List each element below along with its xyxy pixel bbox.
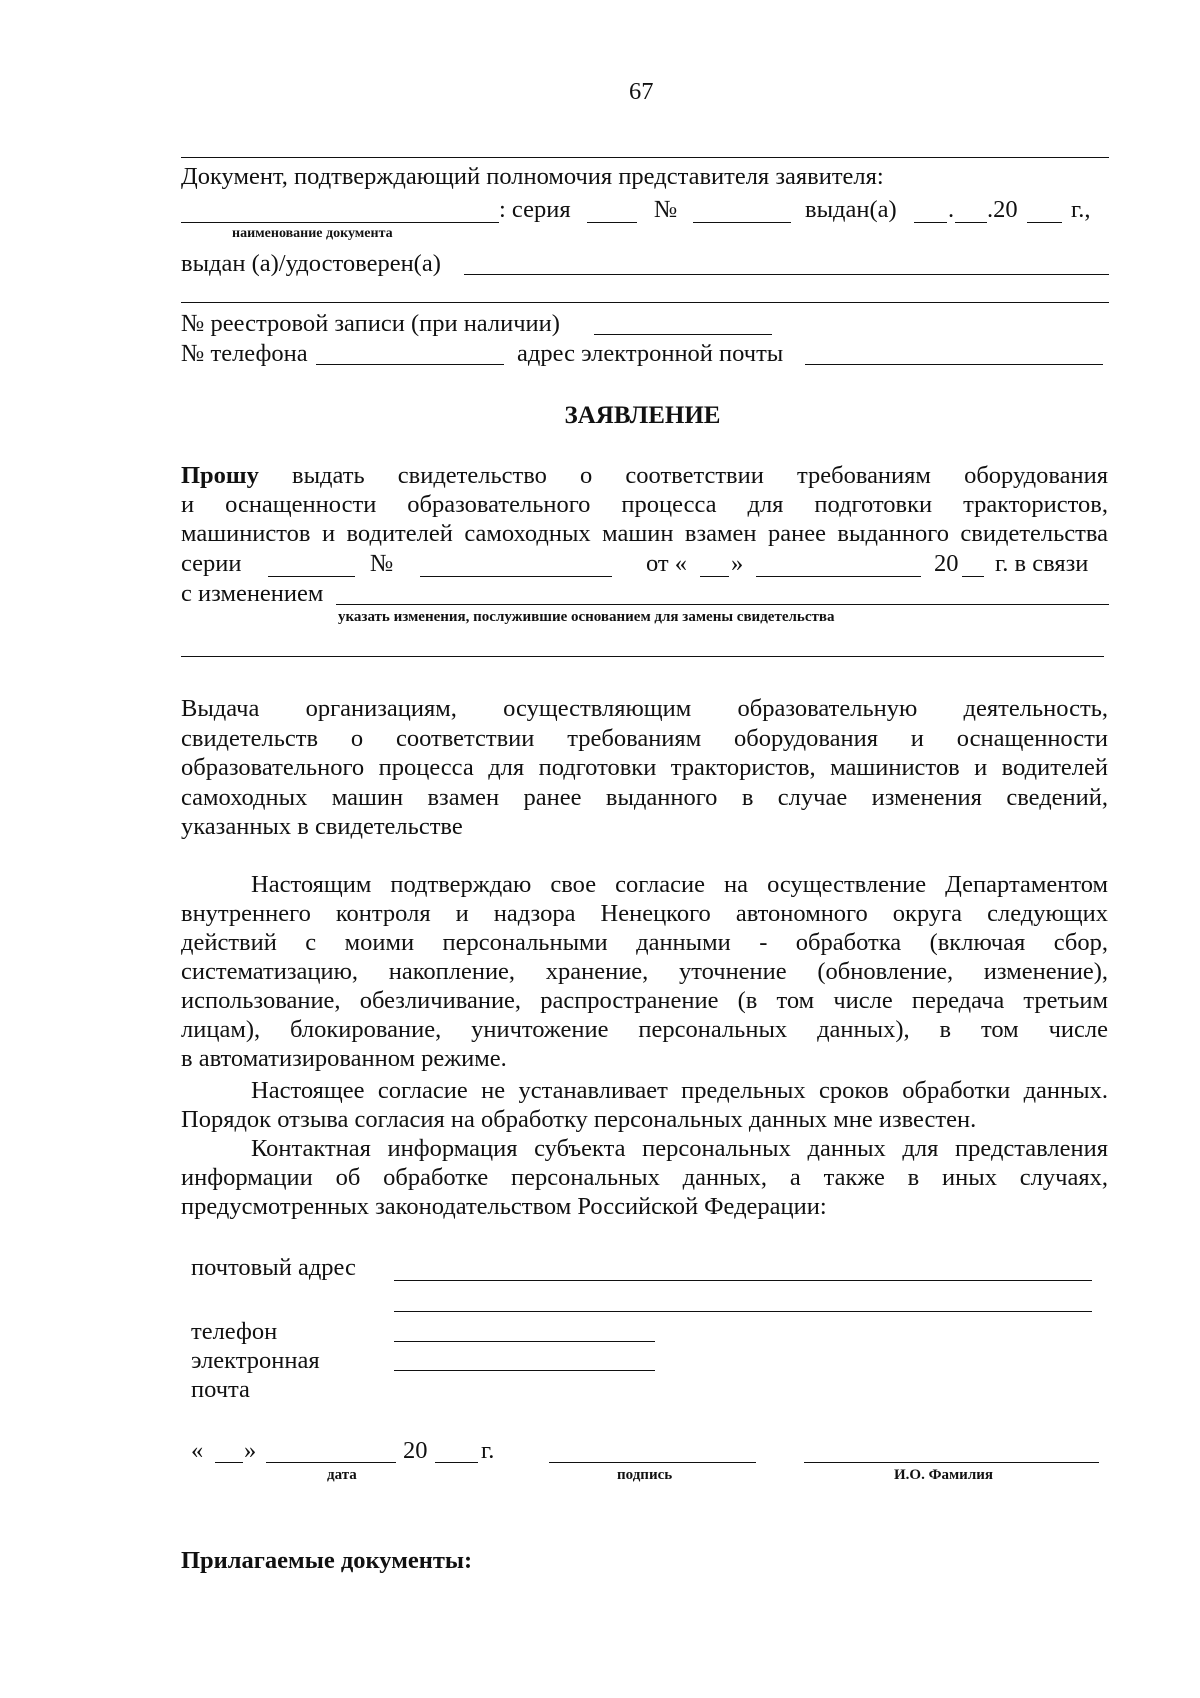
sign-month-field[interactable] — [266, 1462, 396, 1463]
request-from-label: от « — [646, 550, 688, 577]
consent-terms-line: Настоящее согласие не устанавливает предельных сроков обработки данных. — [251, 1077, 1108, 1104]
service-line: указанных в свидетельстве — [181, 813, 463, 840]
consent-line: в автоматизированном режиме. — [181, 1045, 507, 1072]
sign-close-quote: » — [244, 1437, 257, 1464]
date-dot: . — [948, 196, 955, 223]
date-hint: дата — [327, 1467, 357, 1483]
year-suffix: г., — [1071, 196, 1091, 223]
change-hint: указать изменения, послужившие основанием для замены свидетельства — [338, 609, 835, 625]
contact-info-line: Контактная информация субъекта персональных данных для представления — [251, 1135, 1108, 1162]
contact-email-field[interactable] — [394, 1370, 655, 1371]
request-number-sign: № — [370, 550, 394, 577]
top-divider — [181, 157, 1109, 158]
request-line-3: машинистов и водителей самоходных машин взамен ранее выданного свидетельства — [181, 520, 1108, 547]
issue-day-field[interactable] — [914, 222, 947, 223]
sign-year-suffix: г. — [481, 1437, 495, 1464]
consent-line: Настоящим подтверждаю свое согласие на осуществление Департаментом — [251, 871, 1108, 898]
number-field[interactable] — [693, 222, 791, 223]
consent-terms-line: Порядок отзыва согласия на обработку персональных данных мне известен. — [181, 1106, 977, 1133]
cert-month-field[interactable] — [756, 576, 921, 577]
full-name-field[interactable] — [804, 1462, 1099, 1463]
sign-day-field[interactable] — [215, 1462, 243, 1463]
sign-year-prefix: 20 — [403, 1437, 428, 1464]
postal-address-label: почтовый адрес — [191, 1254, 356, 1281]
request-year-suffix: г. в связи — [995, 550, 1089, 577]
series-field[interactable] — [587, 222, 637, 223]
page-number: 67 — [629, 78, 654, 105]
sign-year-field[interactable] — [435, 1462, 478, 1463]
postal-address-field[interactable] — [394, 1280, 1092, 1281]
number-sign: № — [654, 196, 678, 223]
issue-year-field[interactable] — [1027, 222, 1062, 223]
issued-by-field-line2[interactable] — [181, 302, 1109, 303]
registry-label: № реестровой записи (при наличии) — [181, 310, 560, 337]
email-label: адрес электронной почты — [517, 340, 784, 367]
request-line-1-text: выдать свидетельство о соответствии требованиям оборудования — [292, 462, 1108, 489]
contact-info-line: предусмотренных законодательством Российской Федерации: — [181, 1193, 827, 1220]
series-label: : серия — [499, 196, 571, 223]
contact-phone-field[interactable] — [394, 1341, 655, 1342]
contact-email-label-2: почта — [191, 1376, 250, 1403]
consent-line: действий с моими персональными данными - обработка (включая сбор, — [181, 929, 1108, 956]
cert-year-field[interactable] — [962, 576, 984, 577]
change-field[interactable] — [336, 604, 1109, 605]
phone-label: № телефона — [181, 340, 308, 367]
issued-label: выдан(а) — [805, 196, 897, 223]
date-year-prefix: .20 — [987, 196, 1018, 223]
service-line: образовательного процесса для подготовки трактористов, машинистов и водителей — [181, 754, 1108, 781]
doc-name-field[interactable] — [181, 222, 499, 223]
contact-info-line: информации об обработке персональных данных, а также в иных случаях, — [181, 1164, 1108, 1191]
email-field[interactable] — [805, 364, 1103, 365]
doc-name-hint: наименование документа — [232, 226, 393, 241]
request-series-label: серии — [181, 550, 242, 577]
request-first-word: Прошу — [181, 462, 259, 489]
issue-month-field[interactable] — [955, 222, 987, 223]
request-year-prefix: 20 — [934, 550, 959, 577]
consent-line: использование, обезличивание, распространение (в том числе передача третьим — [181, 987, 1108, 1014]
request-line-1 — [181, 461, 1108, 491]
attachments-heading: Прилагаемые документы: — [181, 1547, 473, 1574]
registry-field[interactable] — [594, 334, 772, 335]
cert-number-field[interactable] — [420, 576, 612, 577]
signature-hint: подпись — [617, 1467, 673, 1483]
change-field-line2[interactable] — [181, 656, 1104, 657]
service-line: Выдача организациям, осуществляющим образовательную деятельность, — [181, 695, 1108, 722]
consent-line: лицам), блокирование, уничтожение персональных данных), в том числе — [181, 1016, 1108, 1043]
cert-day-field[interactable] — [700, 576, 729, 577]
issued-by-field[interactable] — [464, 274, 1109, 275]
service-line: свидетельств о соответствии требованиям оборудования и оснащенности — [181, 725, 1108, 752]
document-title: ЗАЯВЛЕНИЕ — [564, 402, 721, 429]
consent-line: систематизацию, накопление, хранение, уточнение (обновление, изменение), — [181, 958, 1108, 985]
name-hint: И.О. Фамилия — [894, 1467, 994, 1483]
request-line-2: и оснащенности образовательного процесса для подготовки трактористов, — [181, 491, 1108, 518]
cert-series-field[interactable] — [268, 576, 355, 577]
request-quote-close: » — [731, 550, 744, 577]
representative-doc-heading: Документ, подтверждающий полномочия представителя заявителя: — [181, 163, 884, 190]
phone-field[interactable] — [316, 364, 504, 365]
change-label: с изменением — [181, 580, 324, 607]
contact-phone-label: телефон — [191, 1318, 278, 1345]
consent-line: внутреннего контроля и надзора Ненецкого автономного округа следующих — [181, 900, 1108, 927]
issued-by-label: выдан (а)/удостоверен(а) — [181, 250, 441, 277]
sign-open-quote: « — [191, 1437, 204, 1464]
signature-field[interactable] — [549, 1462, 756, 1463]
service-line: самоходных машин взамен ранее выданного в случае изменения сведений, — [181, 784, 1108, 811]
postal-address-field-line2[interactable] — [394, 1311, 1092, 1312]
contact-email-label: электронная — [191, 1347, 320, 1374]
